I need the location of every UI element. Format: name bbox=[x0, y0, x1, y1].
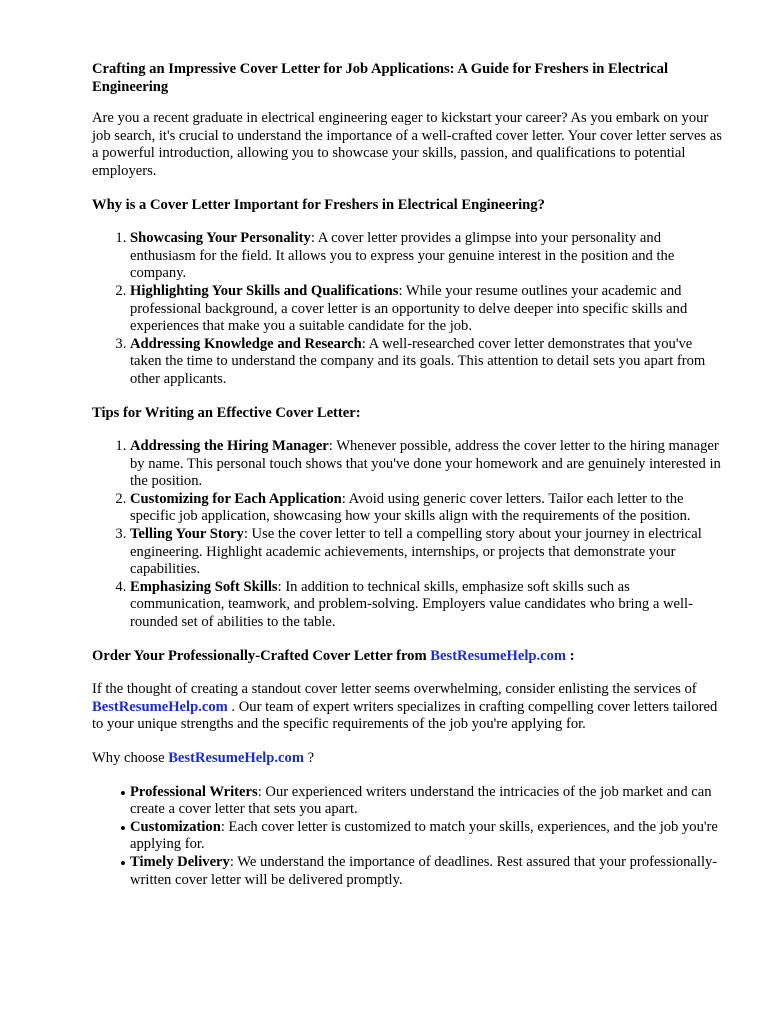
site-link[interactable]: BestResumeHelp.com bbox=[430, 647, 567, 664]
list-item: 3. Telling Your Story: Use the cover letter to tell a compelling story about your journey in electrical engineering. Highlight academic achievements, internships, or projects that demonstrate your capabilities. bbox=[130, 526, 722, 579]
list-item-text: A cover letter provides a glimpse into your personality and enthusiasm for the field. It allows you to express your genuine interest in the position and the company. bbox=[130, 230, 675, 282]
why-heading: Why is a Cover Letter Important for Freshers in Electrical Engineering? bbox=[92, 196, 545, 213]
benefits-list bbox=[92, 784, 722, 890]
list-item-term: Timely Delivery bbox=[130, 853, 230, 870]
tips-list bbox=[92, 438, 722, 632]
document-page bbox=[92, 61, 722, 889]
list-item-term: Professional Writers bbox=[130, 783, 258, 800]
order-heading: Order Your Professionally-Crafted Cover Letter from BestResumeHelp.com : bbox=[92, 647, 575, 664]
list-item: 3. Addressing Knowledge and Research: A well-researched cover letter demonstrates that you've taken the time to understand the company and its goals. This attention to detail sets you apart from other applicants. bbox=[130, 336, 722, 389]
list-item: 2. Customizing for Each Application: Avoid using generic cover letters. Tailor each letter to the specific job application, showcasing how your skills align with the requirements of the position. bbox=[130, 491, 722, 526]
list-item: • Timely Delivery: We understand the importance of deadlines. Rest assured that your professionally-written cover letter will be delivered promptly. bbox=[130, 854, 722, 889]
list-item-text: Each cover letter is customized to match your skills, experiences, and the job you're applying for. bbox=[130, 818, 718, 853]
list-item: • Customization: Each cover letter is customized to match your skills, experiences, and the job you're applying for. bbox=[130, 819, 722, 854]
intro-paragraph: Are you a recent graduate in electrical engineering eager to kickstart your career? As you embark on your job search, it's crucial to understand the importance of a well-crafted cover letter. Your cover letter serves as a powerful introduction, allowing you to showcase your skills, passion, and qualifications to potential employers. bbox=[92, 110, 722, 179]
list-item-term: Addressing the Hiring Manager bbox=[130, 438, 329, 455]
list-item: 1. Showcasing Your Personality: A cover letter provides a glimpse into your personality and enthusiasm for the field. It allows you to express your genuine interest in the position and the company. bbox=[130, 230, 722, 283]
why-choose-line: Why choose BestResumeHelp.com ? bbox=[92, 750, 315, 766]
list-item: • Professional Writers: Our experienced writers understand the intricacies of the job market and can create a cover letter that sets you apart. bbox=[130, 784, 722, 819]
list-item-term: Customizing for Each Application bbox=[130, 490, 342, 507]
site-link[interactable]: BestResumeHelp.com bbox=[92, 698, 228, 715]
list-item-text: While your resume outlines your academic and professional background, a cover letter is an opportunity to delve deeper into specific skills and experiences that make you a suitable candidate for the job. bbox=[130, 282, 688, 335]
list-item-term: Addressing Knowledge and Research bbox=[130, 335, 362, 352]
list-item-term: Highlighting Your Skills and Qualifications bbox=[130, 282, 399, 299]
list-item: 2. Highlighting Your Skills and Qualifications: While your resume outlines your academic and professional background, a cover letter is an opportunity to delve deeper into specific skills and experiences that make you a suitable candidate for the job. bbox=[130, 283, 722, 336]
document-title: Crafting an Impressive Cover Letter for Job Applications: A Guide for Freshers in Electrical Engineering bbox=[92, 61, 669, 95]
order-paragraph: If the thought of creating a standout cover letter seems overwhelming, consider enlisting the services of BestResumeHelp.com . Our team of expert writers specializes in crafting compelling cover letters tailored to your unique strengths and the specific requirements of the job you're applying for. bbox=[92, 681, 718, 733]
list-item-term: Customization bbox=[130, 818, 221, 835]
list-item-term: Emphasizing Soft Skills bbox=[130, 578, 278, 595]
list-item-text: Whenever possible, address the cover letter to the hiring manager by name. This personal touch shows that you've done your homework and are genuinely interested in the position. bbox=[130, 438, 721, 490]
site-link[interactable]: BestResumeHelp.com bbox=[168, 750, 304, 766]
list-item-text: Avoid using generic cover letters. Tailor each letter to the specific job application, showcasing how your skills align with the requirements of the position. bbox=[130, 490, 691, 525]
tips-heading: Tips for Writing an Effective Cover Letter: bbox=[92, 404, 361, 421]
list-item: 4. Emphasizing Soft Skills: In addition to technical skills, emphasize soft skills such as communication, teamwork, and problem-solving. Employers value candidates who bring a well-rounded set of abilities to the table. bbox=[130, 579, 722, 632]
list-item-term: Telling Your Story bbox=[130, 526, 244, 543]
list-item-text: Our experienced writers understand the intricacies of the job market and can create a cover letter that sets you apart. bbox=[130, 783, 712, 818]
list-item-text: In addition to technical skills, emphasize soft skills such as communication, teamwork, and problem-solving. Employers value candidates who bring a well-rounded set of abilities to the table. bbox=[130, 578, 693, 631]
list-item-text: We understand the importance of deadlines. Rest assured that your professionally-written cover letter will be delivered promptly. bbox=[130, 853, 718, 888]
why-list bbox=[92, 230, 722, 388]
list-item-text: Use the cover letter to tell a compelling story about your journey in electrical engineering. Highlight academic achievements, internships, or projects that demonstrate your capabilities. bbox=[130, 526, 702, 578]
list-item-term: Showcasing Your Personality bbox=[130, 230, 311, 247]
list-item: 1. Addressing the Hiring Manager: Whenever possible, address the cover letter to the hiring manager by name. This personal touch shows that you've done your homework and are genuinely interested in the position. bbox=[130, 438, 722, 491]
list-item-text: A well-researched cover letter demonstrates that you've taken the time to understand the company and its goals. This attention to detail sets you apart from other applicants. bbox=[130, 335, 706, 387]
